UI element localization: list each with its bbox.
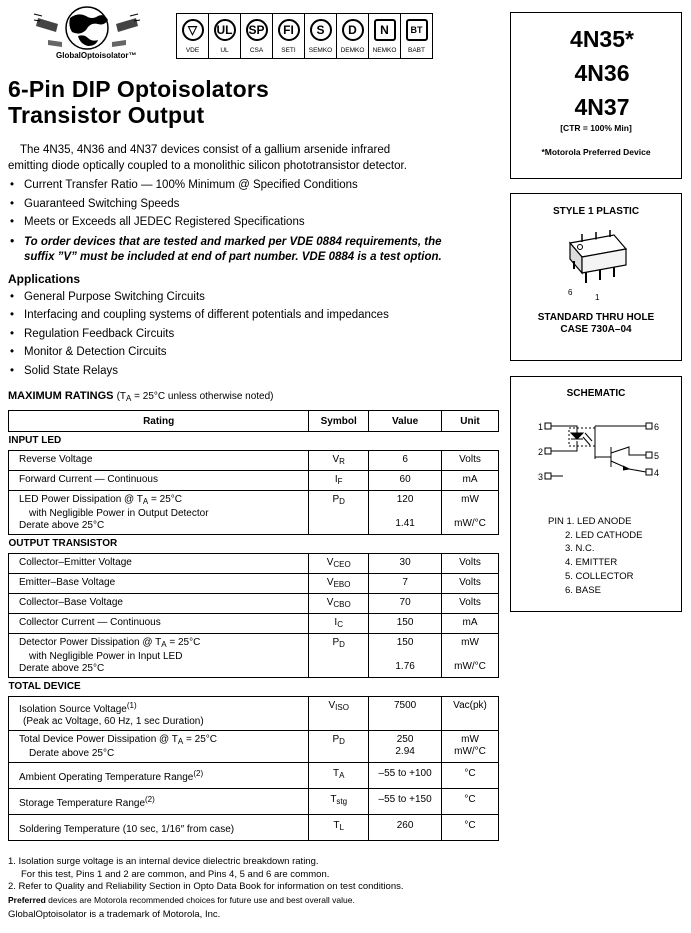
pin-1-label: 1 [595, 293, 600, 302]
table-row: Collector–Base Voltage $V_{CBO}$ 70 Volts [9, 594, 499, 614]
list-item: • Solid State Relays [8, 362, 494, 381]
pin-6-label: 6 [568, 288, 573, 297]
ul-mark-icon: UL [214, 19, 236, 41]
pin-list [548, 515, 642, 597]
package-box [510, 193, 682, 361]
ctr-label: [CTR = 100% Min] [560, 123, 632, 133]
schem-pin-6: 6 [654, 422, 660, 432]
list-item: • Regulation Feedback Circuits [8, 325, 494, 344]
title-line-1: 6-Pin DIP Optoisolators [8, 76, 270, 102]
schem-pin-2: 2 [538, 447, 544, 457]
list-item: PIN 1. LED ANODE [548, 516, 632, 527]
table-row: LED Power Dissipation @ $T_A = 25^\circ C$ with Negligible Power in Output Detector Derate above 25°C $P_D$ 120 1.41 mW mW/°C [9, 491, 499, 535]
section-total-device: TOTAL DEVICE [9, 678, 499, 697]
package-line-2: CASE 730A–04 [560, 324, 632, 335]
cert-vde: ▽ VDE [177, 14, 209, 58]
table-row: Detector Power Dissipation @ $T_A = 25^\circ C$ with Negligible Power in Input LED Derate above 25°C $P_D$ 150 1.76 mW mW/°C [9, 634, 499, 678]
order-note-line-1: To order devices that are tested and marked per VDE 0884 requirements, the [24, 235, 442, 248]
section-output-transistor: OUTPUT TRANSISTOR [9, 535, 499, 554]
footnotes [8, 856, 498, 922]
cert-semko: S SEMKO [305, 14, 337, 58]
trademark-note: GlobalOptoisolator is a trademark of Motorola, Inc. [8, 909, 221, 920]
cert-babt: BT BABT [401, 14, 432, 58]
table-row: Storage Temperature Range$^{(2)}$ $T_{stg}$ –55 to +150 °C [9, 789, 499, 815]
cert-csa: SP CSA [241, 14, 273, 58]
list-item: 2. LED CATHODE [565, 529, 643, 541]
table-row: Reverse Voltage $V_R$ 6 Volts [9, 451, 499, 471]
certification-strip [176, 13, 433, 59]
list-item: 3. N.C. [565, 543, 595, 555]
description-section [8, 142, 494, 380]
semko-mark-icon: S [310, 19, 332, 41]
max-ratings-table [8, 410, 499, 841]
logo-text: GlobalOptoisolator™ [56, 51, 137, 60]
preferred-note: Preferred devices are Motorola recommended choices for future use and best overall value. [8, 894, 355, 905]
table-row: Isolation Source Voltage$^{(1)}$ (Peak ac Voltage, 60 Hz, 1 sec Duration) $V_{ISO}$ 7500 Vac(pk) [9, 697, 499, 731]
table-row: Forward Current — Continuous $I_F$ 60 mA [9, 471, 499, 491]
list-item: 6. BASE [565, 584, 601, 596]
title-line-2: Transistor Output [8, 102, 205, 128]
intro-line-1: The 4N35, 4N36 and 4N37 devices consist of a gallium arsenide infrared [20, 144, 391, 156]
list-item: 4. EMITTER [565, 557, 618, 569]
list-item: • General Purpose Switching Circuits [8, 288, 494, 307]
schematic-heading: SCHEMATIC [566, 388, 626, 399]
table-row: Emitter–Base Voltage $V_{EBO}$ 7 Volts [9, 574, 499, 594]
table-row: Soldering Temperature (10 sec, 1/16″ from case) $T_L$ 260 °C [9, 815, 499, 841]
vde-mark-icon: ▽ [182, 19, 204, 41]
intro-line-2: emitting diode optically coupled to a monolithic silicon phototransistor detector. [8, 160, 407, 172]
table-row: Ambient Operating Temperature Range$^{(2)}$ $T_A$ –55 to +100 °C [9, 763, 499, 789]
schem-pin-1: 1 [538, 422, 544, 432]
cert-nemko: N NEMKO [369, 14, 401, 58]
list-item: 5. COLLECTOR [565, 570, 634, 582]
list-item: • Meets or Exceeds all JEDEC Registered Specifications [8, 213, 494, 232]
table-row: Collector–Emitter Voltage $V_{CEO}$ 30 Volts [9, 554, 499, 574]
order-note [8, 235, 494, 265]
demko-mark-icon: D [342, 19, 364, 41]
cert-seti: FI SETI [273, 14, 305, 58]
cert-demko: D DEMKO [337, 14, 369, 58]
list-item: • Monitor & Detection Circuits [8, 343, 494, 362]
order-note-line-2: suffix ”V” must be included at end of part number. VDE 0884 is a test option. [24, 250, 442, 263]
table-row: Total Device Power Dissipation @ $T_A = 25^\circ C$ Derate above 25°C $P_D$ 250 2.94 mW mW/°C [9, 731, 499, 763]
applications-heading: Applications [8, 271, 81, 286]
list-item: • Interfacing and coupling systems of different potentials and impedances [8, 306, 494, 325]
dip-package-icon [556, 225, 636, 295]
list-item: • Current Transfer Ratio — 100% Minimum @ Specified Conditions [8, 176, 494, 195]
footnote-2: 2. Refer to Quality and Reliability Section in Opto Data Book for information on test conditions. [8, 881, 404, 892]
page-title [8, 76, 269, 128]
footnote-1-cont: For this test, Pins 1 and 2 are common, and Pins 4, 5 and 6 are common. [21, 868, 330, 880]
package-style: STYLE 1 PLASTIC [552, 206, 640, 217]
schem-pin-5: 5 [654, 451, 660, 461]
csa-mark-icon: SP [246, 19, 268, 41]
part-4n36: 4N36 [574, 60, 630, 86]
cert-ul: UL UL [209, 14, 241, 58]
max-ratings-heading: MAXIMUM RATINGS ($T_A = 25^\circ C$ unless otherwise noted) [8, 390, 274, 403]
schem-pin-3: 3 [538, 472, 544, 482]
package-line-1: STANDARD THRU HOLE [537, 312, 655, 323]
globe-logo-icon [12, 4, 162, 52]
list-item: • Guaranteed Switching Speeds [8, 195, 494, 214]
applications-list [8, 288, 494, 381]
part-4n35: 4N35* [570, 26, 634, 52]
brand-logo [12, 4, 162, 62]
schem-pin-4: 4 [654, 468, 660, 478]
features-list [8, 176, 494, 232]
babt-mark-icon: BT [406, 19, 428, 41]
part-4n37: 4N37 [574, 94, 630, 120]
table-header-row: Rating Symbol Value Unit [9, 411, 499, 432]
part-numbers-box [510, 12, 682, 179]
nemko-mark-icon: N [374, 19, 396, 41]
footnote-1: 1. Isolation surge voltage is an internal device dielectric breakdown rating. [8, 856, 319, 867]
preferred-device-label: *Motorola Preferred Device [541, 147, 651, 157]
seti-mark-icon: FI [278, 19, 300, 41]
section-input-led: INPUT LED [9, 432, 499, 451]
table-row: Collector Current — Continuous $I_C$ 150 mA [9, 614, 499, 634]
